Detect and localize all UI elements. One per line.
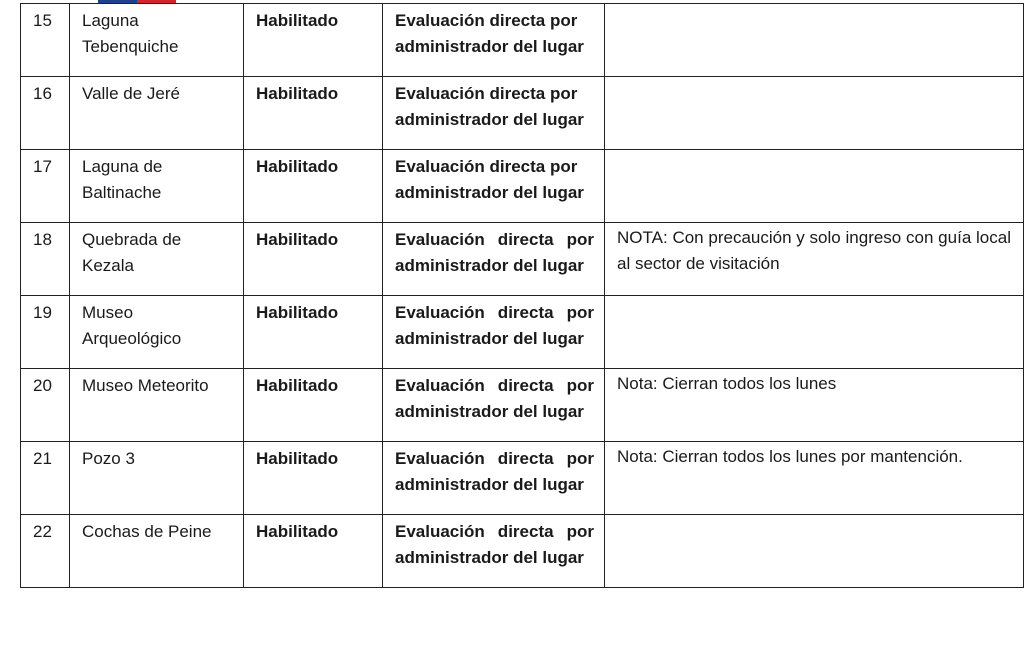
- evaluation-method: Evaluación directa por administrador del lugar: [383, 296, 605, 369]
- place-status: Habilitado: [244, 442, 383, 515]
- place-status: Habilitado: [244, 150, 383, 223]
- place-status: Habilitado: [244, 296, 383, 369]
- table-row: [21, 296, 1024, 369]
- place-status: Habilitado: [244, 223, 383, 296]
- place-note: Nota: Cierran todos los lunes: [605, 369, 1024, 442]
- place-name: Valle de Jeré: [70, 77, 244, 150]
- evaluation-method: Evaluación directa por administrador del lugar: [383, 77, 605, 150]
- row-number: 15: [21, 4, 70, 77]
- place-note: Nota: Cierran todos los lunes por mantención.: [605, 442, 1024, 515]
- table-row: [21, 442, 1024, 515]
- row-number: 22: [21, 515, 70, 588]
- row-number: 16: [21, 77, 70, 150]
- row-number: 21: [21, 442, 70, 515]
- place-name: Laguna Tebenquiche: [70, 4, 244, 77]
- evaluation-method: Evaluación directa por administrador del lugar: [383, 442, 605, 515]
- place-name: Cochas de Peine: [70, 515, 244, 588]
- place-note: [605, 515, 1024, 588]
- place-status: Habilitado: [244, 4, 383, 77]
- table-row: [21, 369, 1024, 442]
- table-row: [21, 4, 1024, 77]
- place-note: [605, 77, 1024, 150]
- place-note: NOTA: Con precaución y solo ingreso con guía local al sector de visitación: [605, 223, 1024, 296]
- row-number: 20: [21, 369, 70, 442]
- evaluation-method: Evaluación directa por administrador del lugar: [383, 369, 605, 442]
- evaluation-method: Evaluación directa por administrador del lugar: [383, 223, 605, 296]
- place-status: Habilitado: [244, 369, 383, 442]
- row-number: 18: [21, 223, 70, 296]
- table-row: [21, 515, 1024, 588]
- place-status: Habilitado: [244, 77, 383, 150]
- place-name: Museo Meteorito: [70, 369, 244, 442]
- evaluation-method: Evaluación directa por administrador del lugar: [383, 150, 605, 223]
- table-row: [21, 77, 1024, 150]
- place-note: [605, 150, 1024, 223]
- place-name: Laguna de Baltinache: [70, 150, 244, 223]
- row-number: 17: [21, 150, 70, 223]
- table-row: [21, 223, 1024, 296]
- row-number: 19: [21, 296, 70, 369]
- table-row: [21, 150, 1024, 223]
- place-name: Quebrada de Kezala: [70, 223, 244, 296]
- places-status-table: [20, 3, 1024, 588]
- place-name: Museo Arqueológico: [70, 296, 244, 369]
- place-name: Pozo 3: [70, 442, 244, 515]
- place-note: [605, 296, 1024, 369]
- place-note: [605, 4, 1024, 77]
- evaluation-method: Evaluación directa por administrador del lugar: [383, 4, 605, 77]
- evaluation-method: Evaluación directa por administrador del lugar: [383, 515, 605, 588]
- place-status: Habilitado: [244, 515, 383, 588]
